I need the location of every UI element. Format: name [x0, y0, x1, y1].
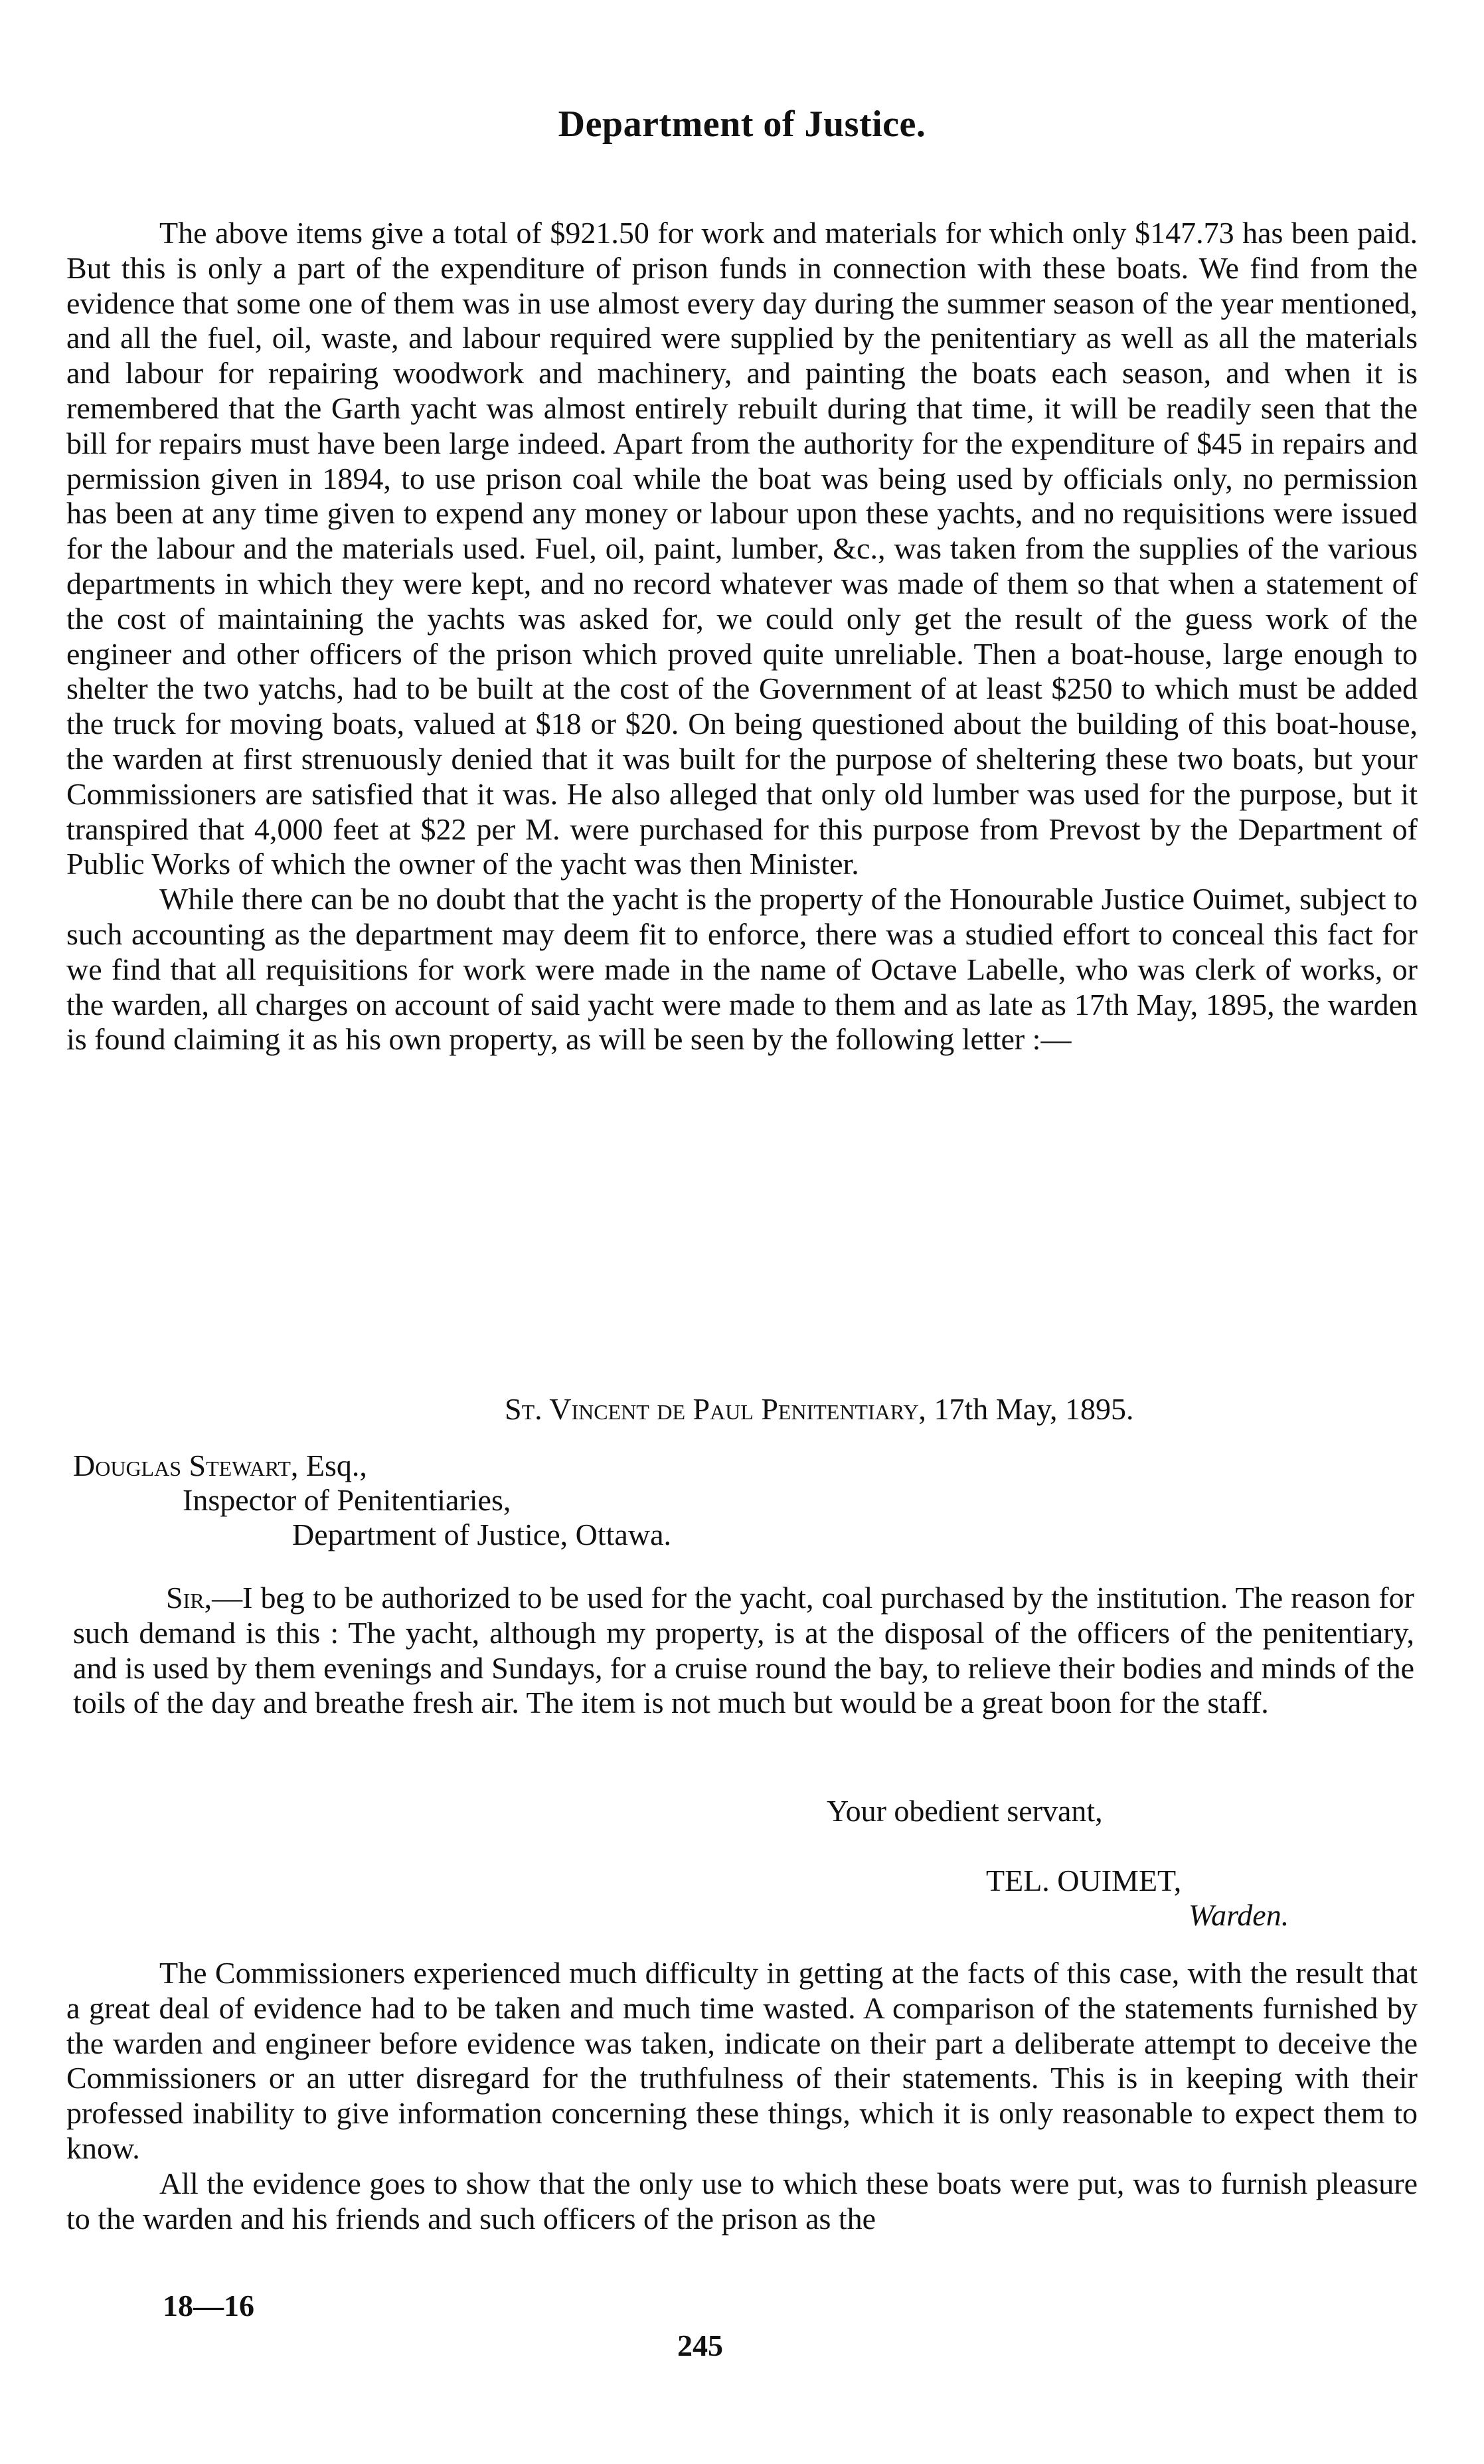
- letter-paragraph: [73, 1581, 1414, 1721]
- dateline-date: 17th May, 1895.: [934, 1392, 1134, 1426]
- section-body-2: [66, 1956, 1418, 2236]
- paragraph: The Commissioners experienced much difficulty in getting at the facts of this case, with the result that a great deal of evidence had to be taken and much time wasted. A comparison of the statements furnished by the warden and engineer before evidence was taken, indicate on their part a deliberate attempt to deceive the Commissioners or an utter disregard for the truthfulness of their statements. This is in keeping with their professed inability to give information concerning these things, which it is only reasonable to expect them to know.: [66, 1956, 1418, 2165]
- paragraph: All the evidence goes to show that the only use to which these boats were put, was to furnish pleasure to the warden and his friends and such officers of the prison as the: [66, 2166, 1418, 2236]
- addressee-line-3: Department of Justice, Ottawa.: [292, 1518, 671, 1551]
- addressee-line-2: Inspector of Penitentiaries,: [183, 1483, 511, 1517]
- letter-signature: TEL. OUIMET,: [986, 1864, 1182, 1897]
- dateline-place: St. Vincent de Paul Penitentiary,: [505, 1392, 926, 1426]
- letter-dateline: [505, 1391, 1134, 1427]
- signature-mark: 18—16: [163, 2289, 254, 2323]
- paragraph: While there can be no doubt that the yacht is the property of the Honourable Justice Ouimet, subject to such accounting as the department may deem fit to enforce, there was a studied effort to conceal this fact for we find that all requisitions for work were made in the name of Octave Labelle, who was clerk of works, or the warden, all charges on account of said yacht were made to them and as late as 17th May, 1895, the warden is found claiming it as his own property, as will be seen by the following letter :—: [66, 882, 1418, 1057]
- paragraph: The above items give a total of $921.50 for work and materials for which only $147.73 has been paid. But this is only a part of the expenditure of prison funds in connection with these boats. We find from the evidence that some one of them was in use almost every day during the summer season of the year mentioned, and all the fuel, oil, waste, and labour required were supplied by the penitentiary as well as all the materials and labour for repairing woodwork and machinery, and painting the boats each season, and when it is remembered that the Garth yacht was almost entirely rebuilt during that time, it will be readily seen that the bill for repairs must have been large indeed. Apart from the authority for the expenditure of $45 in repairs and permission given in 1894, to use prison coal while the boat was being used by officials only, no permission has been at any time given to expend any money or labour upon these yachts, and no requisitions were issued for the labour and the materials used. Fuel, oil, paint, lumber, &c., was taken from the supplies of the various departments in which they were kept, and no record whatever was made of them so that when a statement of the cost of maintaining the yachts was asked for, we could only get the result of the guess work of the engineer and other officers of the prison which proved quite unreliable. Then a boat-house, large enough to shelter the two yatchs, had to be built at the cost of the Government of at least $250 to which must be added the truck for moving boats, valued at $18 or $20. On being questioned about the building of this boat-house, the warden at first strenuously denied that it was built for the purpose of sheltering these two boats, but your Commissioners are satisfied that it was. He also alleged that only old lumber was used for the purpose, but it transpired that 4,000 feet at $22 per M. were purchased for this purpose from Prevost by the Department of Public Works of which the owner of the yacht was then Minister.: [66, 216, 1418, 881]
- page-number: 245: [677, 2329, 723, 2362]
- letter-body: [73, 1581, 1414, 1721]
- addressee-name: Douglas Stewart,: [73, 1449, 299, 1482]
- addressee-suffix: Esq.,: [305, 1449, 367, 1482]
- letter-text: —I beg to be authorized to be used for the yacht, coal purchased by the institution. The reason for such demand is this : The yacht, although my property, is at the disposal of the officers of the penitentiary, and is used by them evenings and Sundays, for a cruise round the bay, to relieve their bodies and minds of the toils of the day and breathe fresh air. The item is not much but would be a great boon for the staff.: [73, 1581, 1414, 1720]
- letter-closing: Your obedient servant,: [827, 1794, 1103, 1828]
- salutation: Sir,: [166, 1581, 212, 1615]
- letter-signer-title: Warden.: [1189, 1898, 1289, 1932]
- page-title: Department of Justice.: [558, 104, 926, 145]
- section-body-1: [66, 216, 1418, 1057]
- addressee-line-1: [73, 1448, 367, 1483]
